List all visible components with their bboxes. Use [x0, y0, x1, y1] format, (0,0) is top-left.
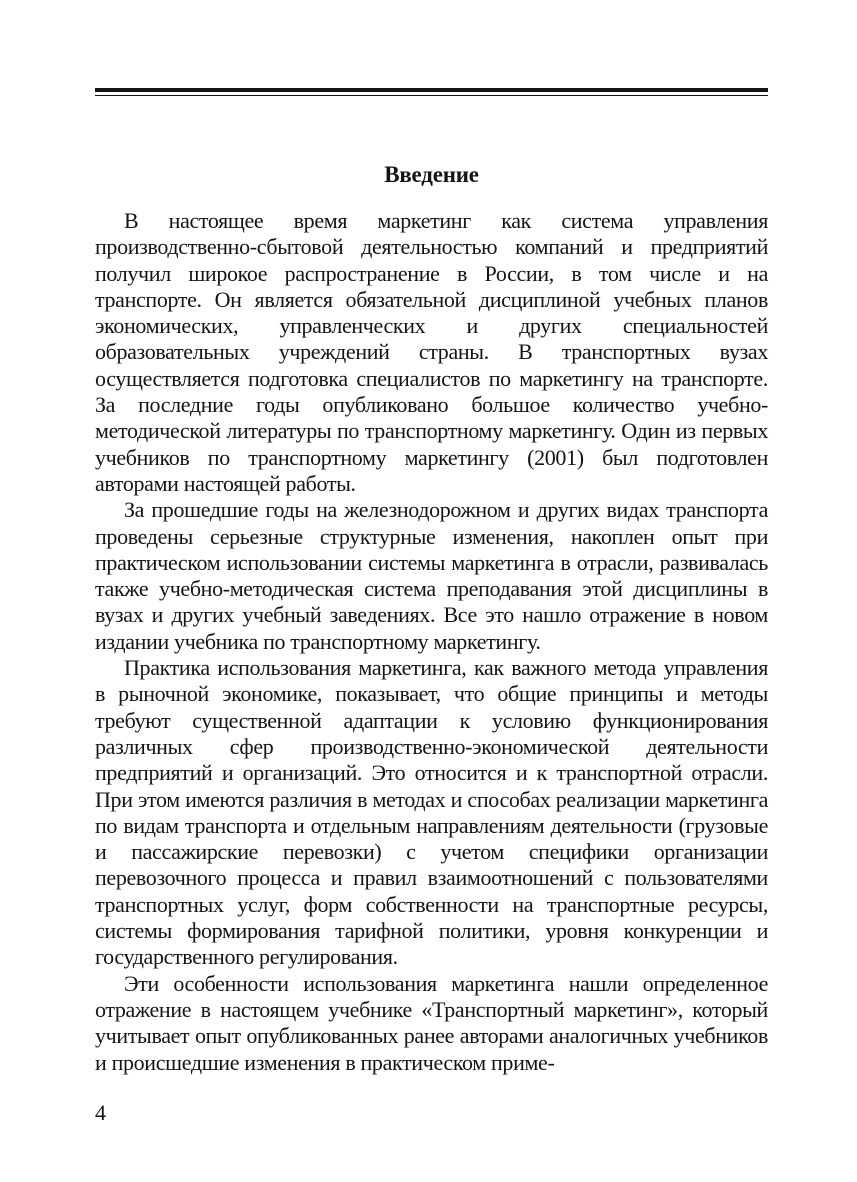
header-rule-thick: [95, 88, 768, 92]
paragraph: Эти особенности использования маркетинга нашли определенное отражение в настоящем учебнике «Транспортный маркетинг», который учитывает опыт опубликованных ранее авторами аналогичных учебников и происшедшие изменения в практическом приме-: [95, 970, 768, 1075]
body-text: [95, 208, 768, 1076]
page-number: 4: [95, 1100, 106, 1125]
paragraph: За прошедшие годы на железнодорожном и других видах транспорта проведены серьезные структурные изменения, накоплен опыт при практическом использовании системы маркетинга в отрасли, развивалась также учебно-методическая система преподавания этой дисциплины в вузах и других учебный заведениях. Все это нашло отражение в новом издании учебника по транспортному маркетингу.: [95, 497, 768, 654]
header-rule-thin: [95, 95, 768, 96]
paragraph: В настоящее время маркетинг как система управления производственно-сбытовой деятельностью компаний и предприятий получил широкое распространение в России, в том числе и на транспорте. Он является обязательной дисциплиной учебных планов экономических, управленческих и других специальностей образовательных учреждений страны. В транспортных вузах осуществляется подготовка специалистов по маркетингу на транспорте. За последние годы опубликовано большое количество учебно-методической литературы по транспортному маркетингу. Один из первых учебников по транспортному маркетингу (2001) был подготовлен авторами настоящей работы.: [95, 208, 768, 496]
chapter-title: Введение: [384, 162, 479, 187]
paragraph: Практика использования маркетинга, как важного метода управления в рыночной экономике, показывает, что общие принципы и методы требуют существенной адаптации к условию функционирования различных сфер производственно-экономической деятельности предприятий и организаций. Это относится и к транспортной отрасли. При этом имеются различия в методах и способах реализации маркетинга по видам транспорта и отдельным направлениям деятельности (грузовые и пассажирские перевозки) с учетом специфики организации перевозочного процесса и правил взаимоотношений с пользователями транспортных услуг, форм собственности на транспортные ресурсы, системы формирования тарифной политики, уровня конкуренции и государственного регулирования.: [95, 655, 768, 970]
